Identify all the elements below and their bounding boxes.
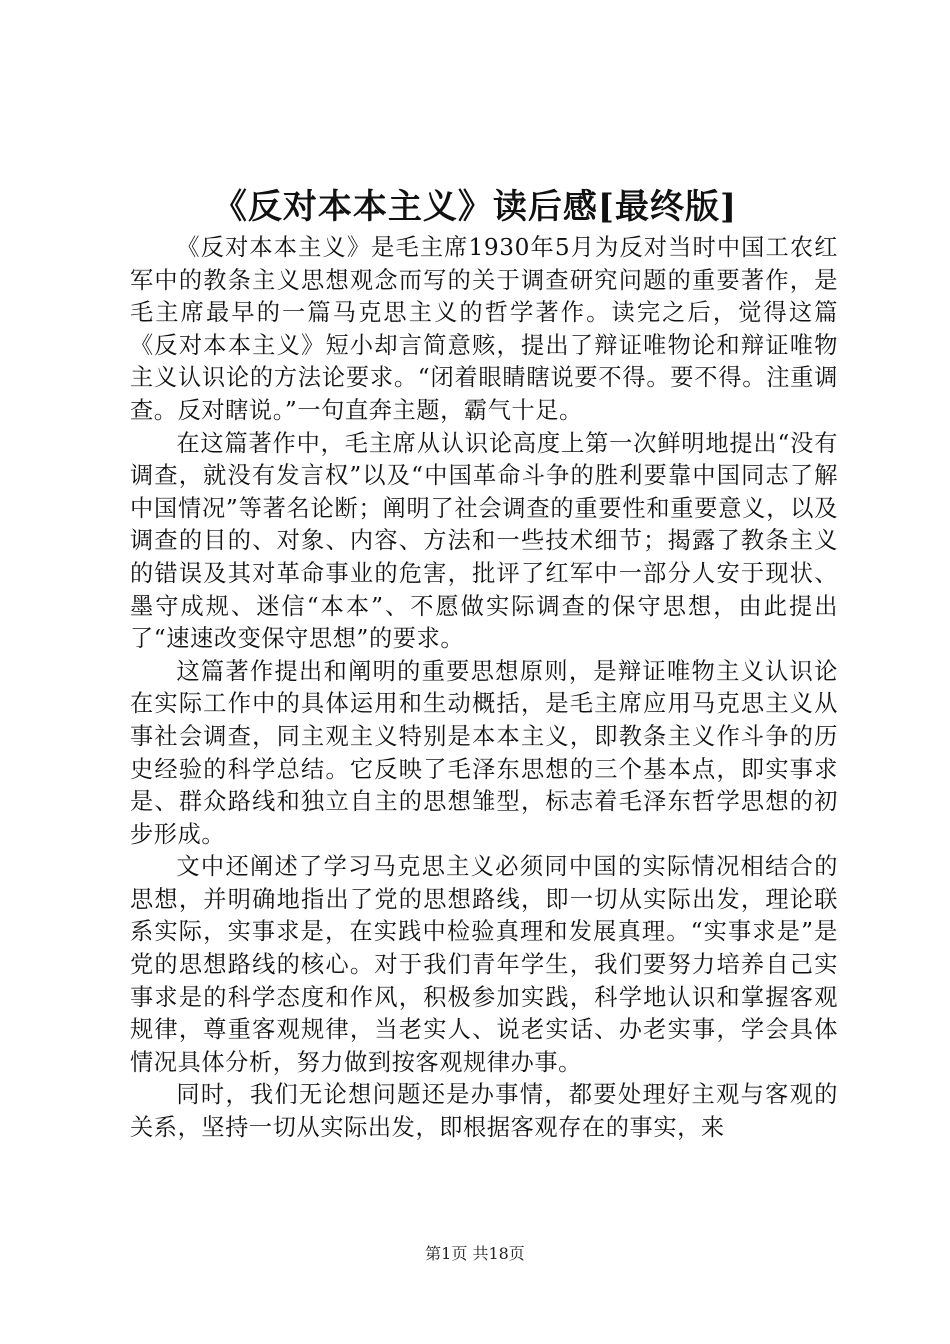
paragraph-1: 《反对本本主义》是毛主席1930年5月为反对当时中国工农红军中的教条主义思想观念而写的关于调查研究问题的重要著作，是毛主席最早的一篇马克思主义的哲学著作。读完之后，觉得这篇《反对本本主义》短小却言简意赅，提出了辩证唯物论和辩证唯物主义认识论的方法论要求。“闭着眼睛瞎说要不得。要不得。注重调查。反对瞎说。”一句直奔主题，霸气十足。 <box>130 234 838 424</box>
paragraph-5: 同时，我们无论想问题还是办事情，都要处理好主观与客观的关系，坚持一切从实际出发，即根据客观存在的事实，来 <box>130 1081 838 1142</box>
paragraph-4: 文中还阐述了学习马克思主义必须同中国的实际情况相结合的思想，并明确地指出了党的思想路线，即一切从实际出发，理论联系实际，实事求是，在实践中检验真理和发展真理。“实事求是”是党的思想路线的核心。对于我们青年学生，我们要努力培养自己实事求是的科学态度和作风，积极参加实践，科学地认识和掌握客观规律，尊重客观规律，当老实人、说老实话、办老实事，学会具体情况具体分析，努力做到按客观规律办事。 <box>130 853 838 1076</box>
page-number-footer: 第1页 共18页 <box>425 1244 525 1263</box>
document-title: 《反对本本主义》读后感[最终版] <box>212 187 738 227</box>
paragraph-3: 这篇著作提出和阐明的重要思想原则，是辩证唯物主义认识论在实际工作中的具体运用和生动概括，是毛主席应用马克思主义从事社会调查，同主观主义特别是本本主义，即教条主义作斗争的历史经验的科学总结。它反映了毛泽东思想的三个基本点，即实事求是、群众路线和独立自主的思想雏型，标志着毛泽东哲学思想的初步形成。 <box>130 657 838 848</box>
document-body <box>130 232 838 1145</box>
paragraph-2: 在这篇著作中，毛主席从认识论高度上第一次鲜明地提出“没有调查，就没有发言权”以及“中国革命斗争的胜利要靠中国同志了解中国情况”等著名论断；阐明了社会调查的重要性和重要意义，以及调查的目的、对象、内容、方法和一些技术细节；揭露了教条主义的错误及其对革命事业的危害，批评了红军中一部分人安于现状、墨守成规、迷信“本本”、不愿做实际调查的保守思想，由此提出了“速速改变保守思想”的要求。 <box>130 429 838 653</box>
